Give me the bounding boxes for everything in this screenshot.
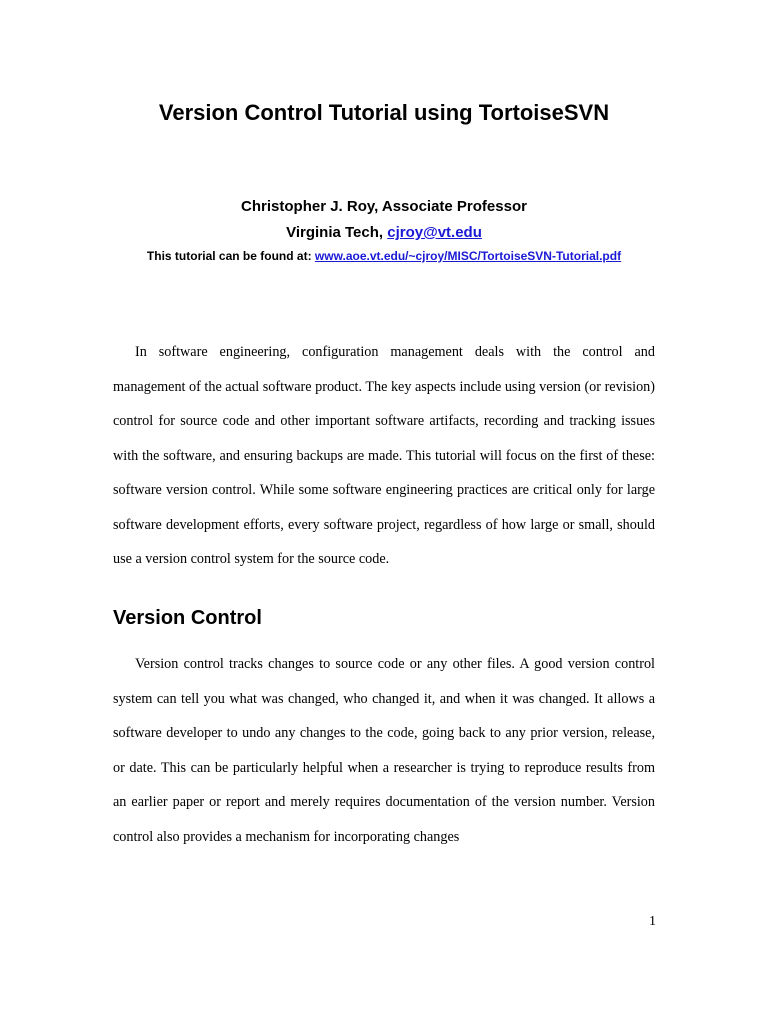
- notice-text: This tutorial can be found at:: [146, 249, 315, 263]
- author-name: Christopher J. Roy, Associate Professor: [241, 198, 527, 215]
- author-affiliation: [0, 224, 768, 241]
- page-number: 1: [649, 914, 656, 929]
- tutorial-url-link[interactable]: www.aoe.vt.edu/~cjroy/MISC/TortoiseSVN-Tutorial.pdf: [314, 249, 622, 263]
- tutorial-location-notice: [0, 249, 768, 263]
- affiliation-text: Virginia Tech,: [286, 224, 388, 241]
- section-heading: Version Control: [113, 607, 262, 629]
- page-title: Version Control Tutorial using TortoiseSVN: [158, 100, 610, 125]
- email-link[interactable]: cjroy@vt.edu: [387, 224, 482, 241]
- intro-paragraph: In software engineering, configuration management deals with the control and management of the actual software product. The key aspects include using version (or revision) control for source code and other important software artifacts, recording and tracking issues with the software, and ensuring backups are made. This tutorial will focus on the first of these: software version control. While some software engineering practices are critical only for large software development efforts, every software project, regardless of how large or small, should use a version control system for the source code.: [113, 344, 655, 567]
- section-paragraph: Version control tracks changes to source code or any other files. A good version control system can tell you what was changed, who changed it, and when it was changed. It allows a software developer to undo any changes to the code, going back to any prior version, release, or date. This can be particularly helpful when a researcher is trying to reproduce results from an earlier paper or report and merely requires documentation of the version number. Version control also provides a mechanism for incorporating changes: [113, 656, 655, 845]
